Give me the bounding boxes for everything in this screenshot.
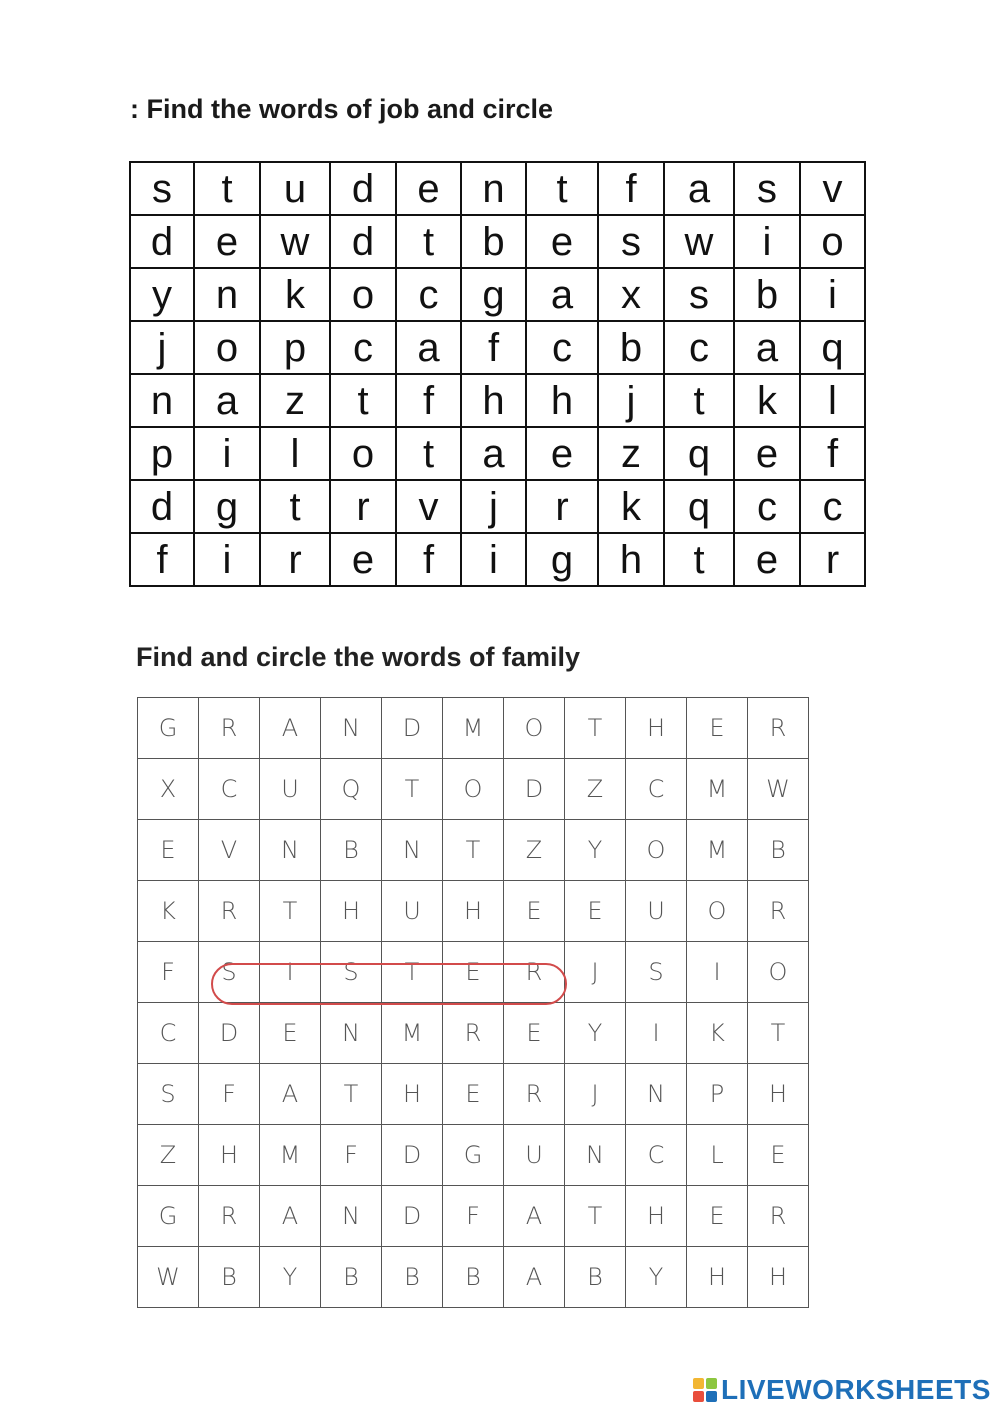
job-grid-cell[interactable]: e — [526, 427, 598, 480]
family-grid-cell[interactable]: B — [199, 1247, 260, 1308]
family-grid-row — [138, 1125, 809, 1186]
job-grid-cell[interactable]: f — [396, 374, 461, 427]
family-grid-cell[interactable]: N — [565, 1125, 626, 1186]
family-grid-cell[interactable]: H — [687, 1247, 748, 1308]
family-grid-cell[interactable]: M — [687, 759, 748, 820]
family-grid-cell[interactable]: M — [382, 1003, 443, 1064]
family-grid-cell[interactable]: B — [321, 1247, 382, 1308]
family-grid-cell[interactable]: H — [748, 1064, 809, 1125]
family-grid-cell[interactable]: E — [687, 1186, 748, 1247]
family-grid-cell[interactable]: O — [504, 698, 565, 759]
family-grid-cell[interactable]: S — [199, 942, 260, 1003]
family-grid-cell[interactable]: J — [565, 1064, 626, 1125]
family-grid-cell[interactable]: H — [748, 1247, 809, 1308]
family-grid-cell[interactable]: Y — [626, 1247, 687, 1308]
job-grid-cell[interactable]: v — [800, 162, 865, 215]
job-grid-cell[interactable]: l — [800, 374, 865, 427]
family-grid-cell[interactable]: P — [687, 1064, 748, 1125]
family-grid-cell[interactable]: N — [321, 698, 382, 759]
family-grid-cell[interactable]: R — [443, 1003, 504, 1064]
job-grid-cell[interactable]: j — [130, 321, 194, 374]
family-grid-cell[interactable]: A — [504, 1186, 565, 1247]
family-grid-cell[interactable]: D — [199, 1003, 260, 1064]
job-grid-cell[interactable]: c — [734, 480, 800, 533]
job-grid-cell[interactable]: q — [664, 427, 734, 480]
family-grid-cell[interactable]: S — [321, 942, 382, 1003]
job-grid-cell[interactable]: s — [130, 162, 194, 215]
job-grid-cell[interactable]: g — [194, 480, 260, 533]
family-grid-cell[interactable]: T — [565, 698, 626, 759]
job-grid-cell[interactable]: k — [734, 374, 800, 427]
family-grid-cell[interactable]: U — [260, 759, 321, 820]
family-grid-row — [138, 1003, 809, 1064]
family-grid-cell[interactable]: R — [748, 1186, 809, 1247]
family-grid-cell[interactable]: M — [260, 1125, 321, 1186]
family-grid-cell[interactable]: R — [199, 881, 260, 942]
job-grid-cell[interactable]: k — [260, 268, 330, 321]
family-grid-cell[interactable]: S — [626, 942, 687, 1003]
job-grid-cell[interactable]: n — [461, 162, 526, 215]
job-grid-cell[interactable]: c — [664, 321, 734, 374]
job-grid-cell[interactable]: e — [396, 162, 461, 215]
family-grid-cell[interactable]: M — [443, 698, 504, 759]
family-grid-cell[interactable]: T — [748, 1003, 809, 1064]
job-grid-cell[interactable]: i — [800, 268, 865, 321]
job-grid-cell[interactable]: h — [526, 374, 598, 427]
logo-text: LIVEWORKSHEETS — [721, 1374, 991, 1405]
job-grid-cell[interactable]: x — [598, 268, 664, 321]
family-grid-cell[interactable]: H — [199, 1125, 260, 1186]
family-grid-cell[interactable]: A — [260, 1186, 321, 1247]
job-grid-cell[interactable]: t — [396, 427, 461, 480]
family-grid-cell[interactable]: E — [138, 820, 199, 881]
family-grid-cell[interactable]: R — [504, 942, 565, 1003]
family-grid-cell[interactable]: E — [748, 1125, 809, 1186]
family-grid-cell[interactable]: T — [260, 881, 321, 942]
job-grid-cell[interactable]: f — [598, 162, 664, 215]
job-grid-cell[interactable]: f — [800, 427, 865, 480]
job-grid-cell[interactable]: e — [526, 215, 598, 268]
job-grid-cell[interactable]: h — [461, 374, 526, 427]
job-grid-cell[interactable]: n — [130, 374, 194, 427]
family-grid-cell[interactable]: D — [382, 1186, 443, 1247]
job-grid-cell[interactable]: t — [526, 162, 598, 215]
family-grid-row — [138, 759, 809, 820]
family-grid-cell[interactable]: U — [382, 881, 443, 942]
job-grid-cell[interactable]: n — [194, 268, 260, 321]
job-grid-cell[interactable]: i — [734, 215, 800, 268]
family-grid-cell[interactable]: C — [626, 1125, 687, 1186]
job-grid-cell[interactable]: d — [130, 215, 194, 268]
liveworksheets-logo — [693, 1374, 991, 1406]
job-grid-cell[interactable]: w — [664, 215, 734, 268]
family-grid-cell[interactable]: R — [199, 1186, 260, 1247]
job-word-search-grid — [129, 161, 866, 587]
family-grid-cell[interactable]: F — [138, 942, 199, 1003]
job-grid-cell[interactable]: a — [734, 321, 800, 374]
family-grid-cell[interactable]: T — [382, 942, 443, 1003]
job-grid-row — [130, 162, 865, 215]
family-grid-cell[interactable]: A — [504, 1247, 565, 1308]
job-grid-cell[interactable]: s — [664, 268, 734, 321]
job-grid-cell[interactable]: e — [734, 533, 800, 586]
family-grid-cell[interactable]: A — [260, 1064, 321, 1125]
family-grid-cell[interactable]: W — [138, 1247, 199, 1308]
job-grid-row — [130, 268, 865, 321]
family-grid-cell[interactable]: N — [321, 1186, 382, 1247]
family-grid-cell[interactable]: Y — [565, 820, 626, 881]
family-grid-cell[interactable]: T — [321, 1064, 382, 1125]
family-grid-cell[interactable]: O — [748, 942, 809, 1003]
job-grid-cell[interactable]: a — [396, 321, 461, 374]
job-grid-cell[interactable]: e — [330, 533, 396, 586]
job-grid-cell[interactable]: j — [461, 480, 526, 533]
job-grid-cell[interactable]: f — [130, 533, 194, 586]
job-grid-cell[interactable]: r — [330, 480, 396, 533]
job-grid-cell[interactable]: a — [526, 268, 598, 321]
family-grid-cell[interactable]: B — [382, 1247, 443, 1308]
job-grid-cell[interactable]: b — [461, 215, 526, 268]
family-grid-cell[interactable]: X — [138, 759, 199, 820]
family-grid-cell[interactable]: H — [626, 1186, 687, 1247]
job-grid-cell[interactable]: y — [130, 268, 194, 321]
job-grid-cell[interactable]: g — [526, 533, 598, 586]
family-grid-cell[interactable]: E — [443, 942, 504, 1003]
job-grid-cell[interactable]: o — [194, 321, 260, 374]
family-grid-row — [138, 881, 809, 942]
family-grid-cell[interactable]: O — [687, 881, 748, 942]
family-grid-cell[interactable]: H — [626, 698, 687, 759]
job-grid-cell[interactable]: q — [800, 321, 865, 374]
family-grid-cell[interactable]: U — [626, 881, 687, 942]
family-grid-row — [138, 1247, 809, 1308]
family-grid-cell[interactable]: H — [382, 1064, 443, 1125]
family-grid-cell[interactable]: M — [687, 820, 748, 881]
family-grid-cell[interactable]: E — [565, 881, 626, 942]
family-grid-cell[interactable]: E — [260, 1003, 321, 1064]
job-grid-cell[interactable]: a — [194, 374, 260, 427]
job-grid-cell[interactable]: r — [260, 533, 330, 586]
job-grid-cell[interactable]: a — [461, 427, 526, 480]
family-grid-cell[interactable]: Z — [565, 759, 626, 820]
job-grid-cell[interactable]: u — [260, 162, 330, 215]
job-grid-cell[interactable]: p — [130, 427, 194, 480]
family-grid-cell[interactable]: O — [443, 759, 504, 820]
job-grid-cell[interactable]: i — [194, 533, 260, 586]
job-grid-cell[interactable]: b — [734, 268, 800, 321]
family-grid-cell[interactable]: L — [687, 1125, 748, 1186]
family-grid-cell[interactable]: R — [748, 698, 809, 759]
family-grid-cell[interactable]: B — [748, 820, 809, 881]
family-grid-cell[interactable]: I — [687, 942, 748, 1003]
job-grid-cell[interactable]: c — [526, 321, 598, 374]
family-grid-cell[interactable]: D — [504, 759, 565, 820]
family-grid-cell[interactable]: G — [138, 1186, 199, 1247]
family-section-title: Find and circle the words of family — [136, 642, 581, 672]
job-grid-cell[interactable]: d — [330, 162, 396, 215]
job-grid-cell[interactable]: c — [330, 321, 396, 374]
job-grid-cell[interactable]: a — [664, 162, 734, 215]
family-grid-cell[interactable]: Y — [565, 1003, 626, 1064]
job-grid-cell[interactable]: k — [598, 480, 664, 533]
job-grid-cell[interactable]: p — [260, 321, 330, 374]
family-grid-cell[interactable]: B — [443, 1247, 504, 1308]
family-grid-cell[interactable]: H — [321, 881, 382, 942]
job-grid-cell[interactable]: v — [396, 480, 461, 533]
job-grid-cell[interactable]: w — [260, 215, 330, 268]
job-grid-cell[interactable]: g — [461, 268, 526, 321]
family-grid-row — [138, 1186, 809, 1247]
family-grid-cell[interactable]: E — [504, 881, 565, 942]
job-grid-cell[interactable]: e — [194, 215, 260, 268]
family-grid-cell[interactable]: T — [382, 759, 443, 820]
job-grid-cell[interactable]: t — [330, 374, 396, 427]
family-grid-cell[interactable]: N — [626, 1064, 687, 1125]
job-grid-cell[interactable]: f — [396, 533, 461, 586]
family-grid-cell[interactable]: V — [199, 820, 260, 881]
family-grid-cell[interactable]: I — [260, 942, 321, 1003]
job-grid-cell[interactable]: t — [194, 162, 260, 215]
family-grid-cell[interactable]: D — [382, 698, 443, 759]
family-grid-cell[interactable]: C — [626, 759, 687, 820]
job-grid-cell[interactable]: d — [130, 480, 194, 533]
job-grid-row — [130, 374, 865, 427]
family-grid-row — [138, 820, 809, 881]
job-grid-cell[interactable]: q — [664, 480, 734, 533]
family-grid-cell[interactable]: N — [382, 820, 443, 881]
family-grid-cell[interactable]: R — [504, 1064, 565, 1125]
job-grid-row — [130, 215, 865, 268]
family-grid-cell[interactable]: E — [687, 698, 748, 759]
job-section-title: : Find the words of job and circle — [130, 94, 554, 124]
family-grid-cell[interactable]: U — [504, 1125, 565, 1186]
job-grid-cell[interactable]: c — [396, 268, 461, 321]
family-grid-cell[interactable]: N — [321, 1003, 382, 1064]
family-grid-cell[interactable]: E — [443, 1064, 504, 1125]
job-grid-row — [130, 321, 865, 374]
family-grid-cell[interactable]: F — [321, 1125, 382, 1186]
job-grid-cell[interactable]: r — [800, 533, 865, 586]
family-grid-cell[interactable]: D — [382, 1125, 443, 1186]
family-grid-cell[interactable]: F — [443, 1186, 504, 1247]
job-grid-cell[interactable]: d — [330, 215, 396, 268]
job-grid-cell[interactable]: o — [330, 427, 396, 480]
job-grid-cell[interactable]: t — [396, 215, 461, 268]
family-grid-cell[interactable]: T — [565, 1186, 626, 1247]
sister-answer-circle — [211, 963, 567, 1005]
family-grid-cell[interactable]: I — [626, 1003, 687, 1064]
job-grid-row — [130, 533, 865, 586]
job-grid-cell[interactable]: i — [194, 427, 260, 480]
job-grid-cell[interactable]: j — [598, 374, 664, 427]
family-grid-cell[interactable]: H — [443, 881, 504, 942]
family-grid-cell[interactable]: B — [565, 1247, 626, 1308]
job-grid-cell[interactable]: b — [598, 321, 664, 374]
family-grid-cell[interactable]: R — [748, 881, 809, 942]
job-grid-cell[interactable]: z — [598, 427, 664, 480]
family-grid-cell[interactable]: R — [199, 698, 260, 759]
family-grid-cell[interactable]: Y — [260, 1247, 321, 1308]
family-grid-cell[interactable]: B — [321, 820, 382, 881]
family-grid-cell[interactable]: T — [443, 820, 504, 881]
family-grid-cell[interactable]: F — [199, 1064, 260, 1125]
job-grid-cell[interactable]: t — [664, 533, 734, 586]
job-grid-cell[interactable]: z — [260, 374, 330, 427]
family-grid-row — [138, 698, 809, 759]
job-grid-cell[interactable]: i — [461, 533, 526, 586]
family-grid-cell[interactable]: J — [565, 942, 626, 1003]
family-grid-cell[interactable]: G — [443, 1125, 504, 1186]
family-grid-row — [138, 1064, 809, 1125]
family-grid-cell[interactable]: Z — [138, 1125, 199, 1186]
job-grid-cell[interactable]: t — [260, 480, 330, 533]
job-grid-cell[interactable]: t — [664, 374, 734, 427]
family-grid-cell[interactable]: K — [138, 881, 199, 942]
family-grid-cell[interactable]: W — [748, 759, 809, 820]
job-grid-cell[interactable]: r — [526, 480, 598, 533]
family-grid-cell[interactable]: A — [260, 698, 321, 759]
job-grid-cell[interactable]: o — [800, 215, 865, 268]
job-grid-cell[interactable]: c — [800, 480, 865, 533]
family-grid-cell[interactable]: C — [199, 759, 260, 820]
job-grid-cell[interactable]: f — [461, 321, 526, 374]
job-grid-row — [130, 480, 865, 533]
job-grid-cell[interactable]: l — [260, 427, 330, 480]
family-grid-cell[interactable]: K — [687, 1003, 748, 1064]
family-word-search — [137, 697, 809, 1308]
family-grid-cell[interactable]: E — [504, 1003, 565, 1064]
family-grid-cell[interactable]: S — [138, 1064, 199, 1125]
job-grid-cell[interactable]: h — [598, 533, 664, 586]
job-grid-cell[interactable]: s — [598, 215, 664, 268]
family-grid-cell[interactable]: N — [260, 820, 321, 881]
family-grid-cell[interactable]: C — [138, 1003, 199, 1064]
job-grid-row — [130, 427, 865, 480]
family-grid-cell[interactable]: Z — [504, 820, 565, 881]
family-grid-cell[interactable]: G — [138, 698, 199, 759]
job-grid-cell[interactable]: s — [734, 162, 800, 215]
logo-mark-icon — [693, 1378, 717, 1402]
family-grid-cell[interactable]: Q — [321, 759, 382, 820]
job-grid-cell[interactable]: e — [734, 427, 800, 480]
family-grid-cell[interactable]: O — [626, 820, 687, 881]
job-grid-cell[interactable]: o — [330, 268, 396, 321]
